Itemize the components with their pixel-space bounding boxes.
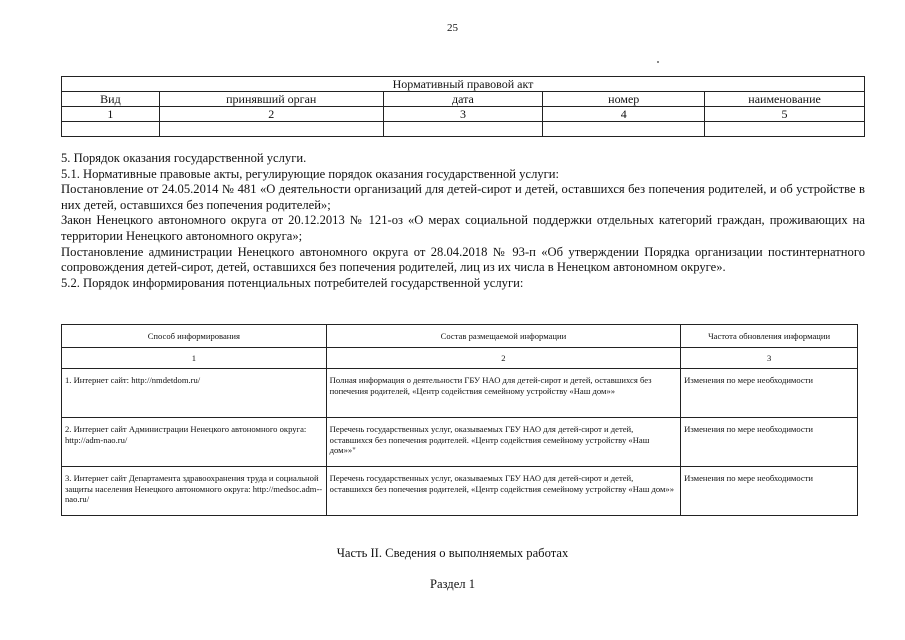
number-cell: 2 bbox=[159, 107, 383, 122]
table-header-row bbox=[62, 92, 865, 107]
section-title: Раздел 1 bbox=[429, 577, 476, 591]
method-cell: 3. Интернет сайт Департамента здравоохранения труда и социальной защиты населения Ненецкого автономного округа: http://medsoc.adm--nao.ru/ bbox=[62, 467, 327, 516]
number-cell: 1 bbox=[62, 348, 327, 369]
number-cell: 4 bbox=[543, 107, 705, 122]
header-cell: дата bbox=[383, 92, 543, 107]
header-cell: наименование bbox=[705, 92, 865, 107]
scan-speck bbox=[657, 61, 659, 63]
subsection-heading: 5.1. Нормативные правовые акты, регулирующие порядок оказания государственной услуги: bbox=[61, 166, 560, 181]
legal-act-item: Постановление администрации Ненецкого автономного округа от 28.04.2018 № 93-п «Об утверждении Порядка организации постинтернатного сопровождения детей-сирот, детей, оставшихся без попечения родителей, лиц из их числа в Ненецком автономном округе». bbox=[61, 244, 865, 275]
empty-cell bbox=[543, 122, 705, 137]
header-cell: принявший орган bbox=[159, 92, 383, 107]
table-title: Нормативный правовой акт bbox=[62, 77, 865, 92]
table-header-row bbox=[62, 325, 858, 348]
subsection-heading: 5.2. Порядок информирования потенциальных потребителей государственной услуги: bbox=[61, 275, 524, 290]
empty-cell bbox=[159, 122, 383, 137]
table-row bbox=[62, 467, 858, 516]
table-number-row bbox=[62, 348, 858, 369]
method-cell: 2. Интернет сайт Администрации Ненецкого автономного округа: http://adm-nao.ru/ bbox=[62, 418, 327, 467]
legal-act-item: Постановление от 24.05.2014 № 481 «О деятельности организаций для детей-сирот и детей, оставшихся без попечения родителей, и об устройстве в них детей, оставшихся без попечения родителей»; bbox=[61, 182, 865, 212]
table-number-row bbox=[62, 107, 865, 122]
empty-cell bbox=[705, 122, 865, 137]
information-table bbox=[61, 324, 858, 516]
method-cell: 1. Интернет сайт: http://nmdetdom.ru/ bbox=[62, 369, 327, 418]
empty-cell bbox=[383, 122, 543, 137]
header-cell: Частота обновления информации bbox=[681, 325, 858, 348]
number-cell: 2 bbox=[326, 348, 681, 369]
table-row bbox=[62, 418, 858, 467]
number-cell: 3 bbox=[383, 107, 543, 122]
content-cell: Перечень государственных услуг, оказываемых ГБУ НАО для детей-сирот и детей, оставшихся без попечения родителей, «Центр содействия семейному устройству «Наш дом»» bbox=[326, 467, 681, 516]
header-cell: Вид bbox=[62, 92, 160, 107]
part-title: Часть II. Сведения о выполняемых работах bbox=[336, 546, 569, 560]
section-heading: 5. Порядок оказания государственной услуги. bbox=[61, 151, 307, 165]
table-row bbox=[62, 369, 858, 418]
content-cell: Перечень государственных услуг, оказываемых ГБУ НАО для детей-сирот и детей, оставшихся без попечения родителей. «Центр содействия семейному устройству «Наш дом»»" bbox=[326, 418, 681, 467]
frequency-cell: Изменения по мере необходимости bbox=[681, 369, 858, 418]
number-cell: 1 bbox=[62, 107, 160, 122]
service-procedure-section bbox=[61, 151, 865, 291]
header-cell: Способ информирования bbox=[62, 325, 327, 348]
table-title-row bbox=[62, 77, 865, 92]
header-cell: Состав размещаемой информации bbox=[326, 325, 681, 348]
frequency-cell: Изменения по мере необходимости bbox=[681, 418, 858, 467]
normative-act-table bbox=[61, 76, 865, 137]
frequency-cell: Изменения по мере необходимости bbox=[681, 467, 858, 516]
empty-cell bbox=[62, 122, 160, 137]
number-cell: 5 bbox=[705, 107, 865, 122]
content-cell: Полная информация о деятельности ГБУ НАО для детей-сирот и детей, оставшихся без попечения родителей, «Центр содействия семейному устройству «Наш дом»» bbox=[326, 369, 681, 418]
header-cell: номер bbox=[543, 92, 705, 107]
legal-act-item: Закон Ненецкого автономного округа от 20.12.2013 № 121-оз «О мерах социальной поддержки отдельных категорий граждан, проживающих на территории Ненецкого автономного округа»; bbox=[61, 213, 865, 243]
number-cell: 3 bbox=[681, 348, 858, 369]
page-number: 25 bbox=[447, 22, 458, 34]
table-empty-row bbox=[62, 122, 865, 137]
